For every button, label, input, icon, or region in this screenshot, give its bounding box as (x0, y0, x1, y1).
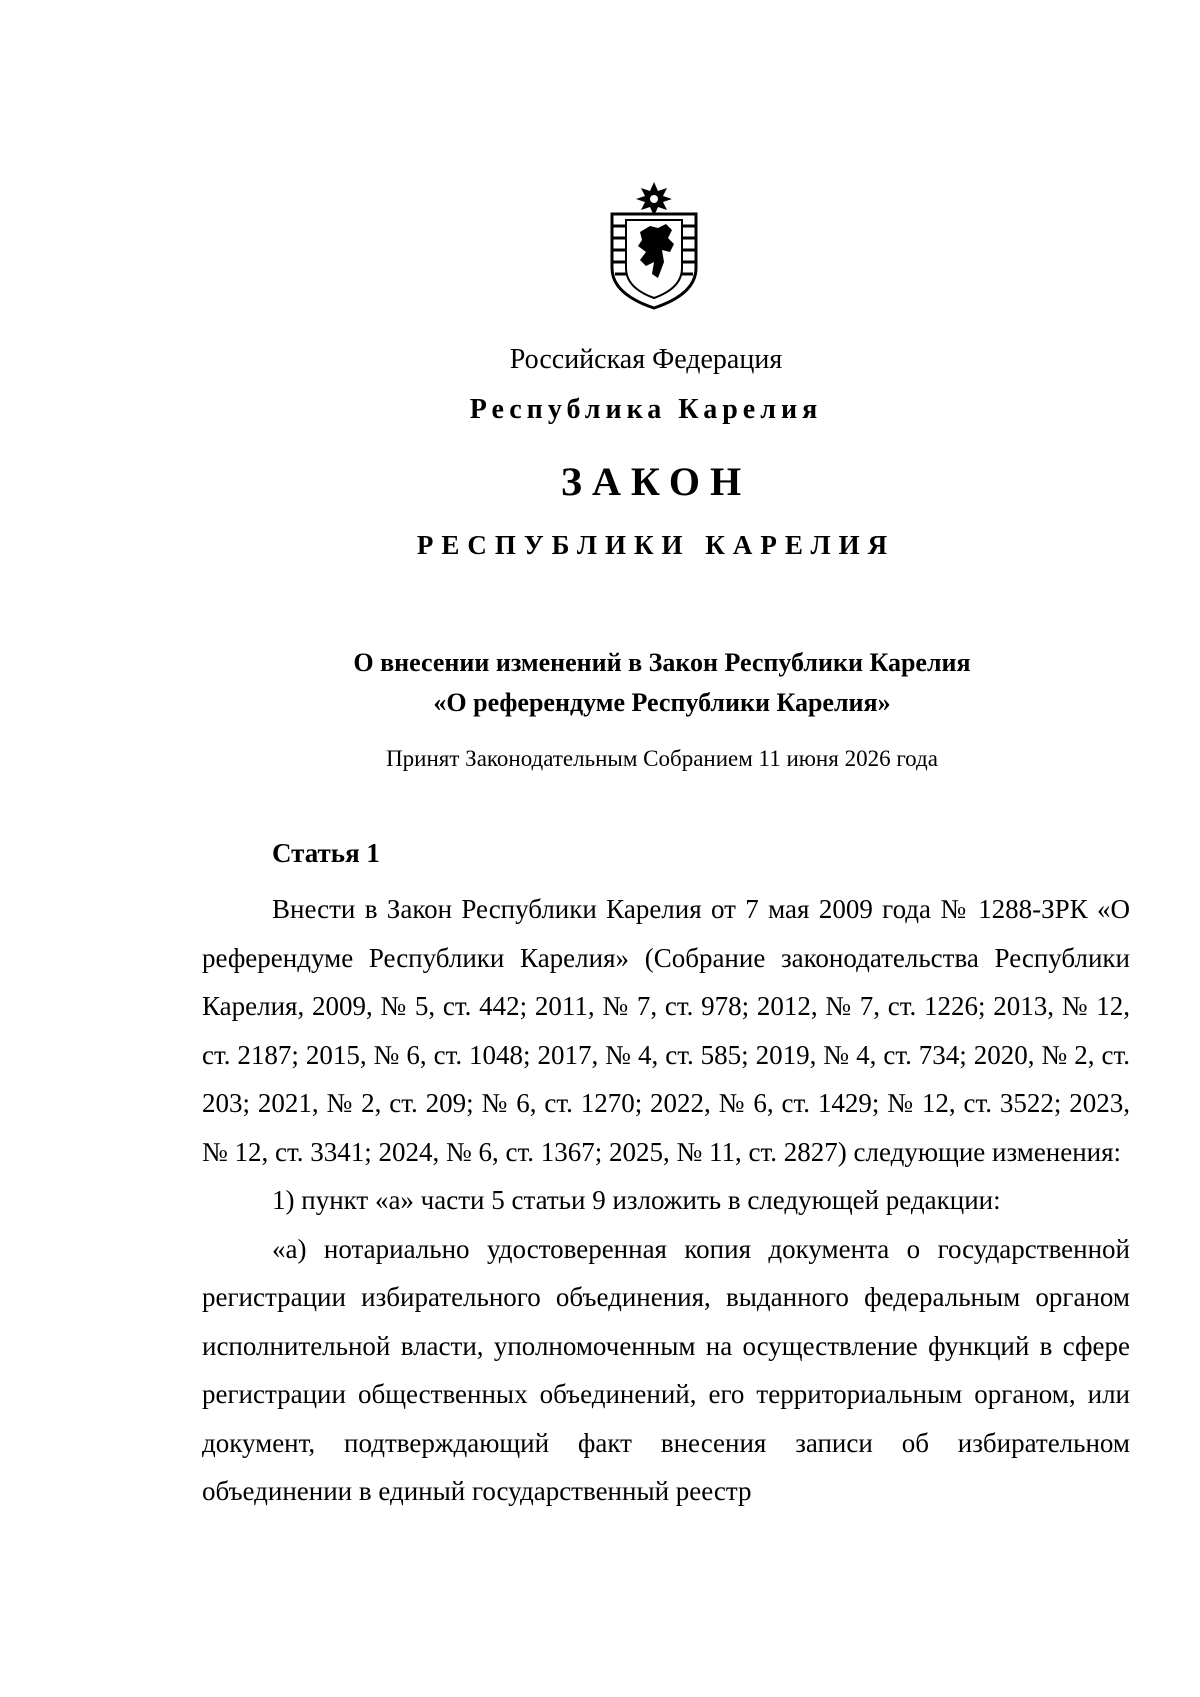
law-title-line-1: О внесении изменений в Закон Республики Карелия (353, 648, 971, 677)
coat-of-arms-icon (606, 182, 702, 310)
article-paragraph: 1) пункт «а» части 5 статьи 9 изложить в следующей редакции: (272, 1185, 1001, 1215)
article-paragraph: Внести в Закон Республики Карелия от 7 мая 2009 года № 1288-ЗРК «О референдуме Республики Карелия» (Собрание законодательства Республики Карелия, 2009, № 5, ст. 442; 2011, № 7, ст. 978; 2012, № 7, ст. 1226; 2013, № 12, ст. 2187; 2015, № 6, ст. 1048; 2017, № 4, ст. 585; 2019, № 4, ст. 734; 2020, № 2, ст. 203; 2021, № 2, ст. 209; № 6, ст. 1270; 2022, № 6, ст. 1429; № 12, ст. 3522; 2023, № 12, ст. 3341; 2024, № 6, ст. 1367; 2025, № 11, ст. 2827) следующие изменения: (202, 894, 1130, 1167)
law-title-line-2: «О референдуме Республики Карелия» (433, 688, 891, 717)
adoption-note: Принят Законодательным Собранием 11 июня 2026 года (386, 746, 938, 771)
document-type: ЗАКОН (560, 459, 752, 504)
country-name: Российская Федерация (509, 344, 783, 375)
republic-name: Республика Карелия (469, 394, 823, 425)
article-heading: Статья 1 (272, 838, 380, 868)
article-paragraph: «а) нотариально удостоверенная копия документа о государственной регистрации избирательного объединения, выданного федеральным органом исполнительной власти, уполномоченным на осуществление функций в сфере регистрации общественных объединений, его территориальным органом, или документ, подтверждающий факт внесения записи об избирательном объединении в единый государственный реестр (202, 1233, 1130, 1506)
document-issuer: РЕСПУБЛИКИ КАРЕЛИЯ (416, 530, 896, 560)
article-body (202, 885, 1130, 1516)
